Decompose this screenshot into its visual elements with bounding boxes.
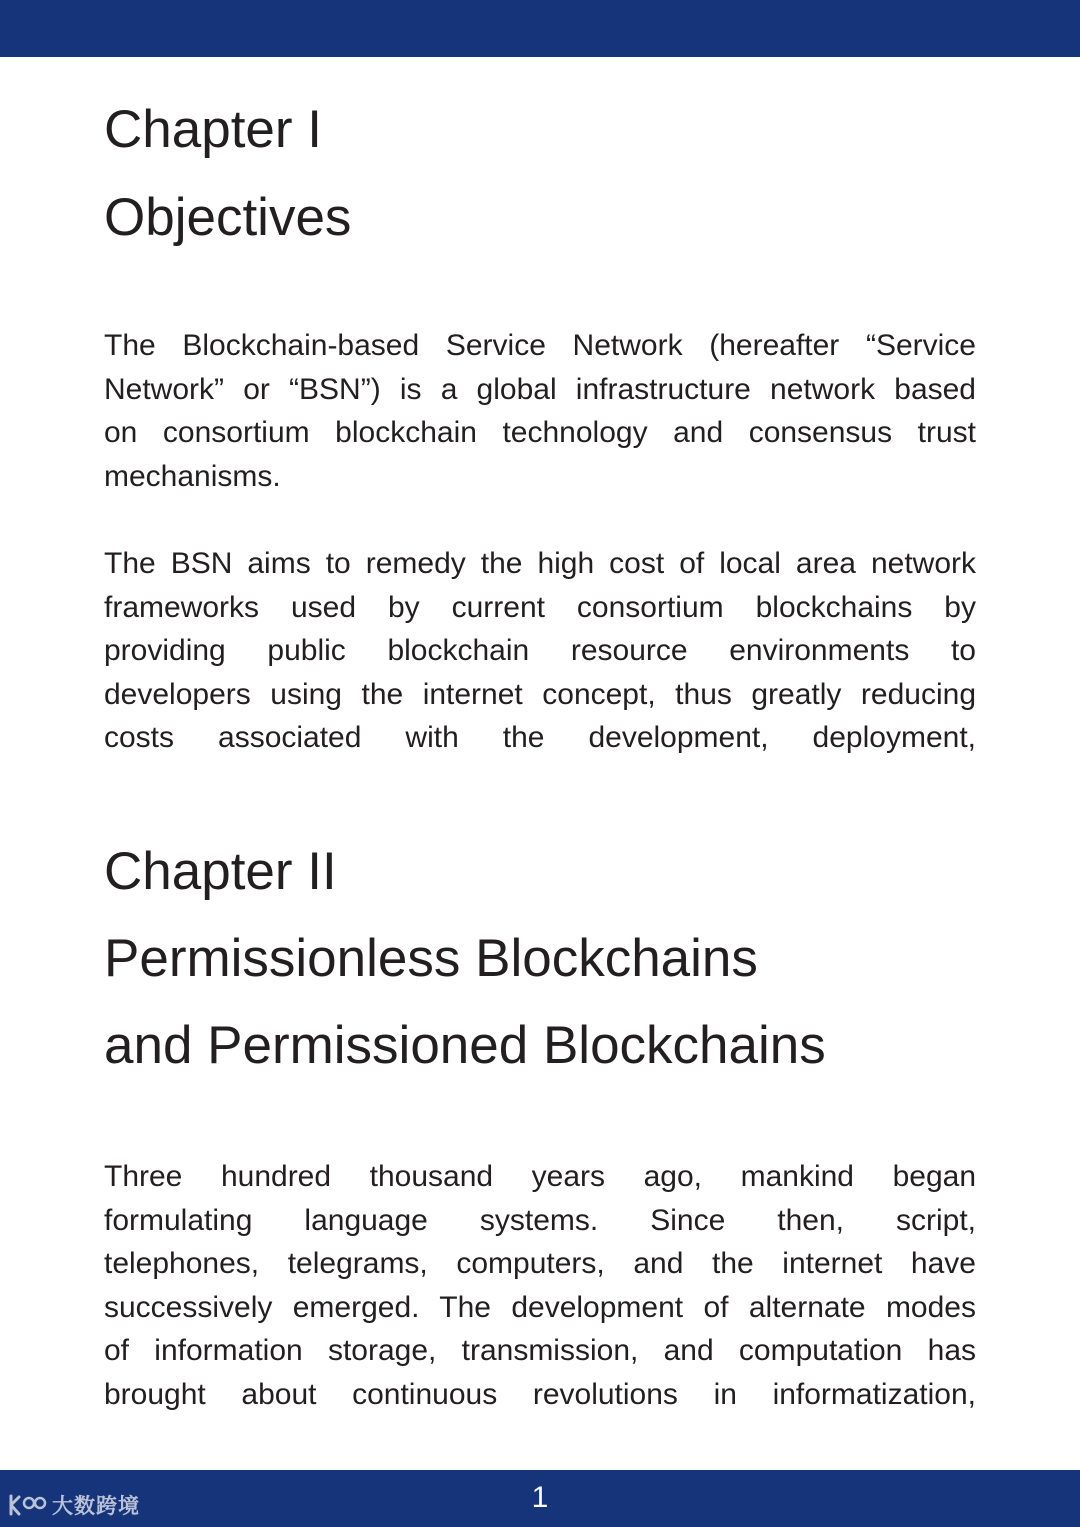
text-line: brought about continuous revolutions in informatization,: [104, 1377, 976, 1411]
chapter-1-label: Chapter I: [104, 100, 323, 159]
chapter-1-paragraph-1: [104, 324, 976, 498]
chapter-2-title-line-1: Permissionless Blockchains: [104, 929, 758, 988]
chapter-2-label: Chapter II: [104, 842, 337, 901]
header-bar: [0, 0, 1080, 57]
text-line: formulating language systems. Since then, script,: [104, 1203, 976, 1237]
text-line: telephones, telegrams, computers, and the internet have: [104, 1247, 976, 1281]
text-line: The Blockchain-based Service Network (hereafter “Service: [104, 329, 976, 362]
text-line: Three hundred thousand years ago, mankind began: [104, 1160, 976, 1193]
watermark-text: 大数跨境: [52, 1495, 140, 1518]
text-line: successively emerged. The development of alternate modes: [104, 1290, 976, 1324]
footer-bar: [0, 1470, 1080, 1527]
text-line: of information storage, transmission, and computation has: [104, 1334, 976, 1368]
text-line: providing public blockchain resource environments to: [104, 634, 976, 668]
text-line: Network” or “BSN”) is a global infrastructure network based: [104, 372, 976, 406]
text-line: developers using the internet concept, thus greatly reducing: [104, 677, 976, 711]
text-line: mechanisms.: [104, 459, 281, 493]
chapter-1-paragraph-2: [104, 542, 976, 760]
chapter-2-paragraph-1: [104, 1155, 976, 1417]
chapter-1-title: Objectives: [104, 188, 352, 247]
text-line: on consortium blockchain technology and consensus trust: [104, 416, 976, 450]
text-line: frameworks used by current consortium blockchains by: [104, 590, 976, 624]
text-line: The BSN aims to remedy the high cost of local area network: [104, 547, 976, 580]
chapter-2-title-line-2: and Permissioned Blockchains: [104, 1016, 826, 1075]
page-number: 1: [531, 1481, 549, 1514]
text-line: costs associated with the development, deployment,: [104, 721, 976, 755]
